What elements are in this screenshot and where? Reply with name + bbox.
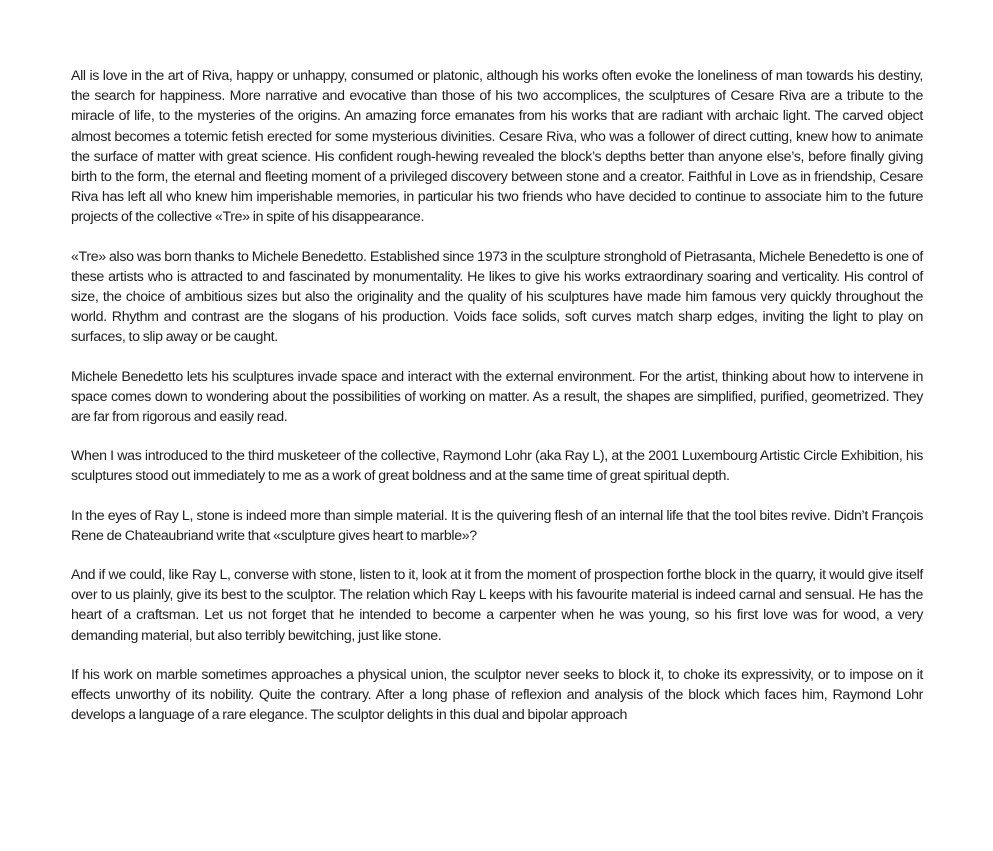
paragraph-ray-l-craftsman: And if we could, like Ray L, converse with stone, listen to it, look at it from the moment of prospection forthe block in the quarry, it would give itself over to us plainly, give its best to the sculptor. The relation which Ray L keeps with his favourite material is indeed carnal and sensual. He has the heart of a craftsman. Let us not forget that he intended to become a carpenter when he was young, so his first love was for wood, a very demanding material, but also terribly bewitching, just like stone. bbox=[71, 567, 923, 644]
paragraph-riva: All is love in the art of Riva, happy or unhappy, consumed or platonic, although his works often evoke the loneliness of man towards his destiny, the search for happiness. More narrative and evocative than those of his two accomplices, the sculptures of Cesare Riva are a tribute to the miracle of life, to the mysteries of the origins. An amazing force emanates from his works that are radiant with archaic light. The carved object almost becomes a totemic fetish erected for some mysterious divinities. Cesare Riva, who was a follower of direct cutting, knew how to animate the surface of matter with great science. His confident rough-hewing revealed the block’s depths better than anyone else’s, before finally giving birth to the form, the eternal and fleeting moment of a privileged discovery between stone and a creator. Faithful in Love as in friendship, Cesare Riva has left all who knew him imperishable memories, in particular his two friends who have decided to continue to associate him to the future projects of the collective «Tre» in spite of his disappearance. bbox=[71, 68, 923, 226]
paragraph-benedetto-intro: «Tre» also was born thanks to Michele Benedetto. Established since 1973 in the sculpture stronghold of Pietrasanta, Michele Benedetto is one of these artists who is attracted to and fascinated by monumentality. He likes to give his works extraordinary soaring and verticality. His control of size, the choice of ambitious sizes but also the originality and the quality of his sculptures have made him famous very quickly throughout the world. Rhythm and contrast are the slogans of his production. Voids face solids, soft curves match sharp edges, inviting the light to play on surfaces, to slip away or be caught. bbox=[71, 248, 923, 346]
document-body bbox=[71, 66, 923, 725]
paragraph-lohr-intro: When I was introduced to the third musketeer of the collective, Raymond Lohr (aka Ray L), at the 2001 Luxembourg Artistic Circle Exhibition, his sculptures stood out immediately to me as a work of great boldness and at the same time of great spiritual depth. bbox=[71, 448, 923, 485]
paragraph-ray-l-stone: In the eyes of Ray L, stone is indeed more than simple material. It is the quivering flesh of an internal life that the tool bites revive. Didn’t François Rene de Chateaubriand write that «sculpture gives heart to marble»? bbox=[71, 507, 923, 544]
paragraph-benedetto-space: Michele Benedetto lets his sculptures invade space and interact with the external environment. For the artist, thinking about how to intervene in space comes down to wondering about the possibilities of working on matter. As a result, the shapes are simplified, purified, geometrized. They are far from rigorous and easily read. bbox=[71, 368, 923, 426]
paragraph-marble-union: If his work on marble sometimes approaches a physical union, the sculptor never seeks to block it, to choke its expressivity, or to impose on it effects unworthy of its nobility. Quite the contrary. After a long phase of reflexion and analysis of the block which faces him, Raymond Lohr develops a language of a rare elegance. The sculptor delights in this dual and bipolar approach bbox=[71, 666, 923, 724]
